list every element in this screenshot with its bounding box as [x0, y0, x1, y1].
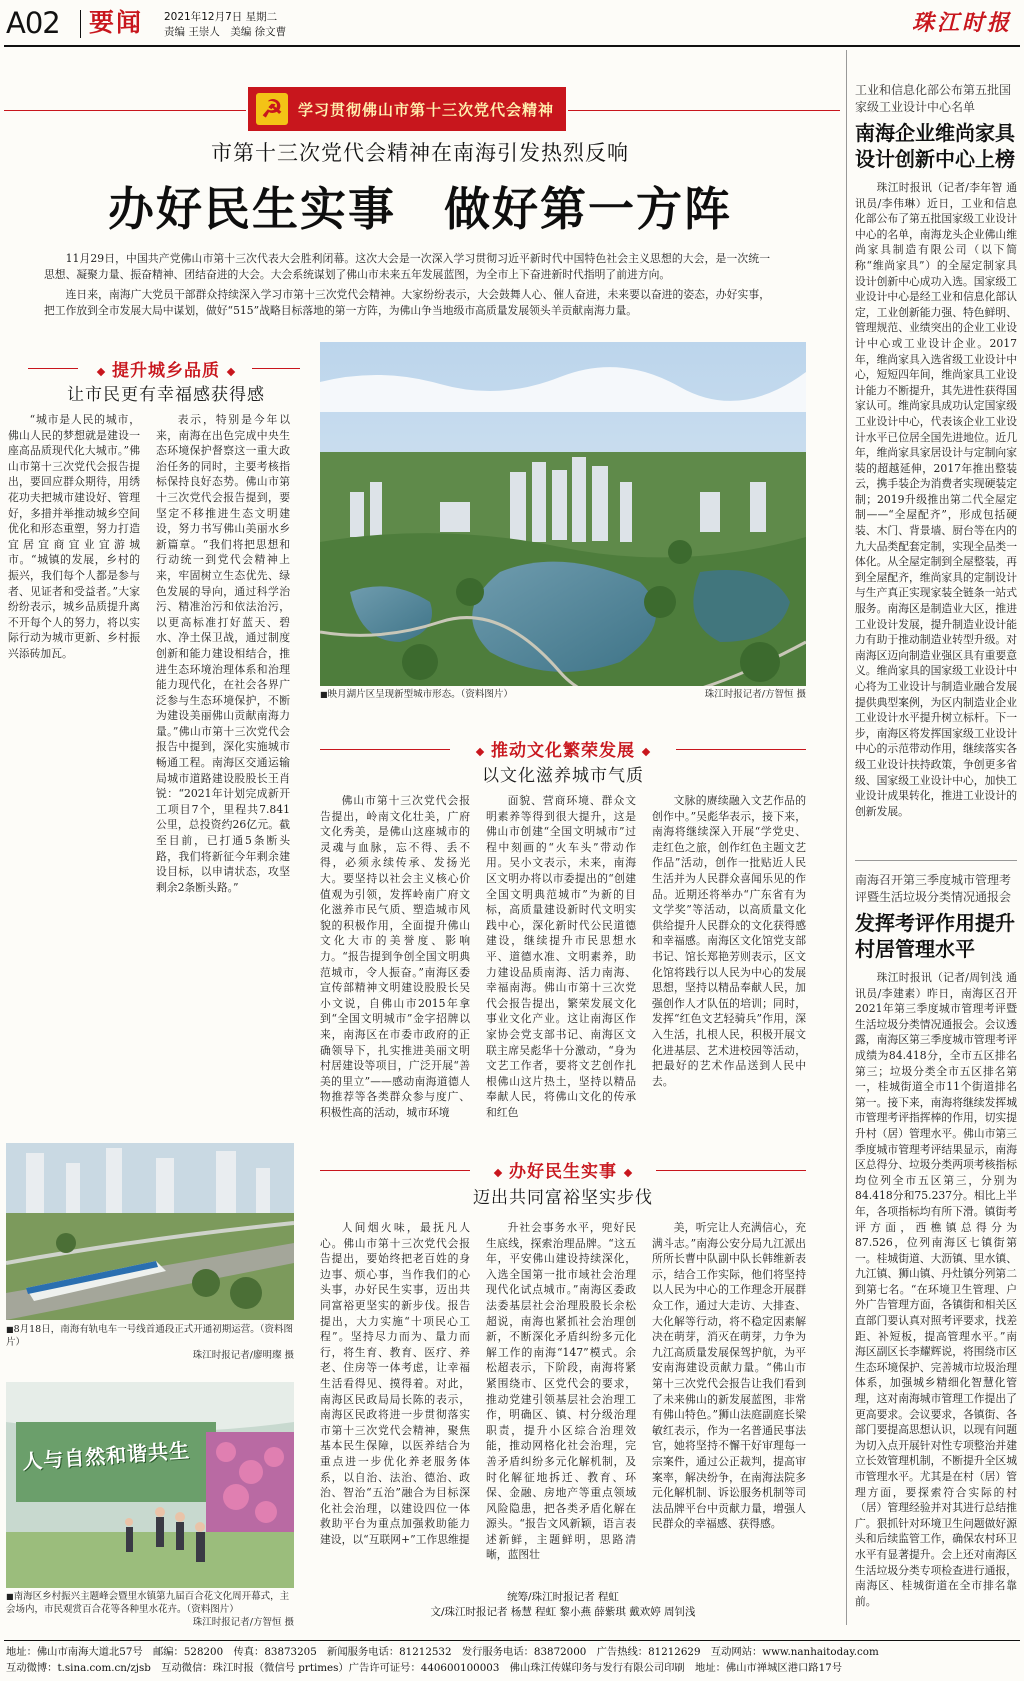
sec2-col3: 文脉的赓续融入文艺作品的创作中。”吴彪华表示，接下来，南海将继续深入开展“学党史、走红色之旅，创作红色主题文艺作品”活动，创作一批贴近人民生活并为人民群众喜闻乐见的作品。近期还将举办“广东省有为文学奖”等活动，以高质量文化供给提升人民群众的文化获得感和幸福感。南海区文化馆党支部书记、馆长郑艳芳则表示，区文化馆将践行以人民为中心的发展思想，坚持以精品奉献人民，加强创作人才队伍的培训；同时，发挥“红色文艺轻骑兵”作用，深入生活，扎根人民，积极开展文化进基层、艺术进校园等活动，把最好的艺术作品送到人民中去。 — [652, 794, 806, 1088]
banner — [248, 87, 566, 131]
main-kicker: 市第十三次党代会精神在南海引发热烈反响 — [211, 141, 629, 165]
lead-paragraph-2: 连日来，南海广大党员干部群众持续深入学习市第十三次党代会精神。大家纷纷表示，大会鼓舞人心、催人奋进，未来要以奋进的姿态，办好实事，把工作放到全市发展大局中谋划，做好“515”战略目标落地的第一方阵，为佛山争当地级市高质量发展领头羊贡献南海力量。 — [44, 288, 770, 317]
photo-aerial-park — [320, 342, 806, 686]
party-emblem-icon: ☭ — [256, 93, 288, 125]
side-article-2 — [855, 872, 1017, 1622]
sec1-subtitle: 让市民更有幸福感获得感 — [67, 385, 265, 405]
section-name: 要闻 — [89, 8, 144, 37]
credit-coordinator: 统筹/珠江时报记者 程虹 — [507, 1591, 619, 1603]
side2-body: 珠江时报讯（记者/周钊浅 通讯员/李建素）昨日，南海区召开2021年第三季度城市管理考评暨生活垃圾分类情况通报会。会议透露，南海区第三季度城市管理考评成绩为84.418分，全市五区排名第三；垃圾分类全市五区排名第一，桂城街道全市11个街道排名第一。接下来，南海将继续发挥城市管理考评指挥棒的作用，切实提升村（居）管理水平。佛山市第三季度城市管理考评结果显示，南海区总得分、垃圾分类两项考核指标均位列全市五区第三，分别为84.418分和75.237分。相比上半年，各项指标均有所下滑。镇街考评方面，西樵镇总得分为87.526，位列南海区七镇街第一。桂城街道、大沥镇、里水镇、九江镇、狮山镇、丹灶镇分列第二到第七名。“在环境卫生管理、户外广告管理方面，各镇街和相关区直部门要认真对照考评要求，找差距、补短板，提高管理水平。”南海区副区长李耀辉说，将围绕市区生态环境保护、完善城市垃圾治理体系，加强城乡精细化智慧化管理，这对南海城市管理工作提出了更高要求。会议要求，各镇街、各部门要提高思想认识，以现有问题为切入点开展针对性专项整治并建立长效管理机制，不断提升全区城市管理水平。尤其是在村（居）管理方面，要探索符合实际的村（居）管理经验并对其进行总结推广。狠抓针对环境卫生问题做好源头和后续监管工作，确保农村环卫水平有显著提升。会上还对南海区生活垃圾分类专项检查进行通报，南海区、桂城街道在全市排名靠前。 — [855, 971, 1017, 1608]
photo3-credit: 珠江时报记者/方智恒 摄 — [192, 1617, 294, 1628]
side-separator — [855, 860, 1017, 861]
sec2-subtitle: 以文化滋养城市气质 — [482, 766, 644, 786]
side-article-1 — [855, 82, 1017, 825]
photo2-caption: ■8月18日，南海有轨电车一号线首通段正式开通初期运营。（资料图片） 珠江时报记者/廖明璨 摄 — [6, 1324, 294, 1361]
lead-paragraph-1: 11月29日，中国共产党佛山市第十三次代表大会胜利闭幕。这次大会是一次深入学习贯彻习近平新时代中国特色社会主义思想的大会，是一次统一思想、凝聚力量、振奋精神、团结奋进的大会。大会系统谋划了佛山市未来五年发展蓝图，为全市上下奋进新时代指明了前进方向。 — [44, 252, 770, 281]
sec2-rule-right — [676, 749, 806, 750]
sec2-col2: 面貌、营商环境、群众文明素养等得到很大提升，这是佛山市创建“全国文明城市”过程中刻画的“火车头”带动作用。吴小文表示，未来，南海区文明办将以市委提出的“创建全国文明典范城市”为新的目标，高质量建设新时代文明实践中心，深化新时代公民道德建设，继续提升市民思想水平、道德水准、文明素养，助力建设品质南海、活力南海、幸福南海。佛山市第十三次党代会报告提出，繁荣发展文化事业文化产业。这让南海区作家协会党支部书记、南海区文联主席吴彪华十分激动，“身为文艺工作者，要将文艺创作扎根佛山这片热土，坚持以精品奉献人民，将佛山文化的传承和红色 — [486, 794, 636, 1119]
article-credits — [320, 1590, 806, 1620]
photo1-credit: 珠江时报记者/方智恒 摄 — [704, 689, 806, 700]
side-divider — [846, 50, 847, 1625]
photo1-caption: ■映月湖片区呈现新型城市形态。（资料图片） — [320, 689, 513, 700]
photo3-caption: ■南海区乡村振兴主题峰会暨里水镇第九届百合花文化周开幕式，主会场内，市民观赏百合花等各种里水花卉。（资料图片） 珠江时报记者/方智恒 摄 — [6, 1591, 294, 1628]
photo2-credit: 珠江时报记者/廖明璨 摄 — [192, 1350, 294, 1361]
banner-line-right — [568, 110, 840, 111]
banner-text: 学习贯彻佛山市第十三次党代会精神 — [298, 100, 555, 119]
sec2-col1: 佛山市第十三次党代会报告提出，岭南文化壮美，广府文化秀美，是佛山这座城市的灵魂与血脉，忘不得、丢不得，必须永续传承、发扬光大。要坚持以社会主义核心价值观为引领，发挥岭南广府文化滋养市民气质、塑造城市风貌的积极作用，全面提升佛山文化大市的美誉度、影响力。“报告提到争创全国文明典范城市，令人振奋。”南海区委宣传部精神文明建设股股长吴小文说，自佛山市2015年拿到“全国文明城市”金字招牌以来，南海区在市委市政府的正确领导下，扎实推进美丽文明村居建设等项目，广泛开展“善美的里立”——感动南海道德人物推荐等各类群众参与度广、积极性高的活动，城市环境 — [320, 794, 470, 1119]
credit-writers: 文/珠江时报记者 杨慧 程虹 黎小燕 薛紫琪 戴欢婷 周钊浅 — [430, 1606, 696, 1618]
side1-kicker: 工业和信息化部公布第五批国家级工业设计中心名单 — [855, 83, 1012, 114]
flower-expo-image — [6, 1382, 294, 1588]
photo-tram — [6, 1143, 294, 1320]
side2-headline: 发挥考评作用提升村居管理水平 — [855, 911, 1015, 961]
side2-kicker: 南海召开第三季度城市管理考评暨生活垃圾分类情况通报会 — [855, 873, 1012, 904]
header-divider — [80, 10, 81, 38]
sec3-title: 办好民生实事 — [320, 1157, 806, 1182]
side1-headline: 南海企业维尚家具设计创新中心上榜 — [855, 121, 1015, 171]
main-headline: 办好民生实事 做好第一方阵 — [108, 182, 732, 236]
header-rule — [4, 45, 1020, 47]
sec1-title: 提升城乡品质 — [32, 356, 300, 381]
footer-line-2: 互动微博：t.sina.com.cn/zjsb 互动微信：珠江时报（微信号 prtimes）广告许可证号：440600100003 佛山珠江传媒印务与发行有限公司印刷 地址：佛山市禅城区港口路17号 — [6, 1662, 842, 1674]
tram-image — [6, 1143, 294, 1320]
sec3-rule-right — [656, 1170, 806, 1171]
photo1-caption-bar — [320, 688, 806, 701]
footer-line-1: 地址：佛山市南海大道北57号 邮编：528200 传真：83873205 新闻服务电话：81212532 发行服务电话：83872000 广告热线：81212629 互动网站：www.nanhaitoday.com — [6, 1646, 879, 1658]
photo-flower-expo — [6, 1382, 294, 1588]
sec3-col1: 人间烟火味，最抚凡人心。佛山市第十三次党代会报告提出，要始终把老百姓的身边事、烦心事，当作我们的心头事，办好民生实事，迈出共同富裕更坚实的新步伐。报告提出，大力实施“十项民心工程”。坚持尽力而为、量力而行，将生育、教育、医疗、养老、住房等一体考虑，让幸福生活看得见、摸得着。对此，南海区民政局局长陈的表示，南海区民政将进一步贯彻落实市第十三次党代会精神，聚焦基本民生保障，以医养结合为重点进一步优化养老服务体系，以自治、法治、德治、政治、智治“五治”融合为目标深化社会治理，以建设四位一体救助平台为重点加强救助能力建设，以“互联网+”工作思维提 — [320, 1221, 470, 1546]
sec3-subtitle: 迈出共同富裕坚实步伐 — [473, 1188, 653, 1208]
side1-body: 珠江时报讯（记者/李年智 通讯员/李伟琳）近日，工业和信息化部公布了第五批国家级工业设计中心的名单，南海龙头企业佛山维尚家具制造有限公司（以下简称“维尚家具”）的全屋定制家具设计创新中心成功入选。国家级工业设计中心是经工业和信息化部认定，工业创新能力强、特色鲜明、管理规范、业绩突出的企业工业设计中心或工业设计企业。2017年，维尚家具入选省级工业设计中心，短短四年间，维尚家具工业设计能力不断提升，其先进性获得国家认可。维尚家具成功认定国家级工业设计中心，代表该企业工业设计水平已位居全国先进地位。近几年，维尚家具家居设计与定制向家装的超越延伸，2017年推出整装云，携手装企为消费者实现硬装定制；2019升级推出第二代全屋定制——“全屋配齐”，形成包括硬装、木门、背景墙、厨台等在内的九大品类配套定制，实现全品类一体化。从全屋定制到全屋整装，再到全屋配齐，维尚家具的定制设计与生产真正实现家装全链条一站式服务。南海区是制造业大区，推进工业设计发展，提升制造业设计能力有助于推动制造业转型升级。对南海区迈向制造业强区具有重要意义。维尚家具的国家级工业设计中心将为工业设计与制造业融合发展提供典型案例，为区内制造业企业工业设计水平提升树立标杆。下一步，南海区将发挥国家级工业设计中心的示范带动作用，继续落实各级工业设计扶持政策，争创更多省级、国家级工业设计中心，加快工业设计成果转化，推进工业设计的创新发展。 — [855, 181, 1017, 818]
expo-sign-text: 人与自然和谐共生 — [21, 1438, 191, 1474]
page-number: A02 — [6, 6, 60, 40]
editors-line: 责编 王崇人 美编 徐文曹 — [164, 26, 287, 38]
footer-rule — [4, 1640, 1020, 1641]
sec3-col3: 美，听完让人充满信心，充满斗志。”南海公安分局九江派出所所长曹中队副中队长韩维新表示，结合工作实际，他们将坚持以人民为中心的工作理念开展群众工作，通过大走访、大排查、大化解等行动，将不稳定因素解决在萌芽，消灭在萌芽，力争为九江高质量发展保驾护航，为平安南海建设贡献力量。“佛山市第十三次党代会报告让我们看到了未来佛山的新发展蓝图，非常有佛山特色。”狮山法庭副庭长梁敏红表示，作为一名普通民事法官，她将坚持不懈干好审理每一宗案件，通过公正裁判，提高审案率，解决纷争，在南海法院多元化解机制、诉讼服务机制等司法品牌平台中贡献力量，增强人民群众的幸福感、获得感。 — [652, 1221, 806, 1531]
date-line: 2021年12月7日 星期二 — [164, 11, 278, 23]
aerial-park-image — [320, 342, 806, 686]
banner-line-left — [4, 110, 246, 111]
sec1-col1: “城市是人民的城市，佛山人民的梦想就是建设一座高品质现代化大城市。”佛山市第十三次党代会报告提出，要回应群众期待，用绣花功夫把城市建设好、管理好，多措并举推动城乡空间优化和形态重塑，努力打造宜居宜商宜业宜游城市。“城镇的发展，乡村的振兴，我们每个人都是参与者、见证者和受益者。”大家纷纷表示，城乡品质提升离不开每个人的努力，将以实际行动为城市更新、乡村振兴添砖加瓦。 — [8, 413, 140, 660]
sec1-col2: 表示，特别是今年以来，南海在出色完成中央生态环境保护督察这一重大政治任务的同时，主要考核指标保持良好态势。佛山市第十三次党代会报告提到，要坚定不移推进生态文明建设，努力书写佛山美丽水乡新篇章。“我们将把思想和行动统一到党代会精神上来，牢固树立生态优先、绿色发展的导向，通过科学治污、精准治污和依法治污，以更高标准打好蓝天、碧水、净土保卫战，通过制度创新和能力建设相结合，推进生态环境治理体系和治理能力现代化，在社会各界广泛参与生态环境保护，不断为建设美丽佛山贡献南海力量。”佛山市第十三次党代会报告中提到，深化实施城市畅通工程。南海区交通运输局城市道路建设股股长王肖锐：“2021年计划完成新开工项目7个，里程共7.841公里，总投资约26亿元。截至目前，已打通5条断头路，我们将新征今年剩余建设目标，以申请状态，攻坚剩余2条断头路。” — [156, 413, 290, 894]
sec3-col2: 升社会事务水平，兜好民生底线，探索治理品牌。“这五年，平安佛山建设持续深化，入选全国第一批市域社会治理现代化试点城市。”南海区委政法委基层社会治理股股长余松超说，南海也紧抓社会治理创新，不断深化矛盾纠纷多元化解工作的南海“147”模式。余松超表示，下阶段，南海将紧紧围绕市、区党代会的要求，推动党建引领基层社会治理工作，明确区、镇、村分级治理职责，提升小区综合治理效能，推动网格化社会治理，完善矛盾纠纷多元化解机制，及时化解征地拆迁、教育、环保、金融、房地产等重点领域风险隐患，把各类矛盾化解在源头。“报告文风新颖，语言表述新鲜，主题鲜明，思路清晰，蓝图壮 — [486, 1221, 636, 1562]
sec2-title: 推动文化繁荣发展 — [320, 736, 806, 761]
paper-logo: 珠江时报 — [911, 10, 1012, 36]
sec1-rule-right — [252, 368, 300, 369]
